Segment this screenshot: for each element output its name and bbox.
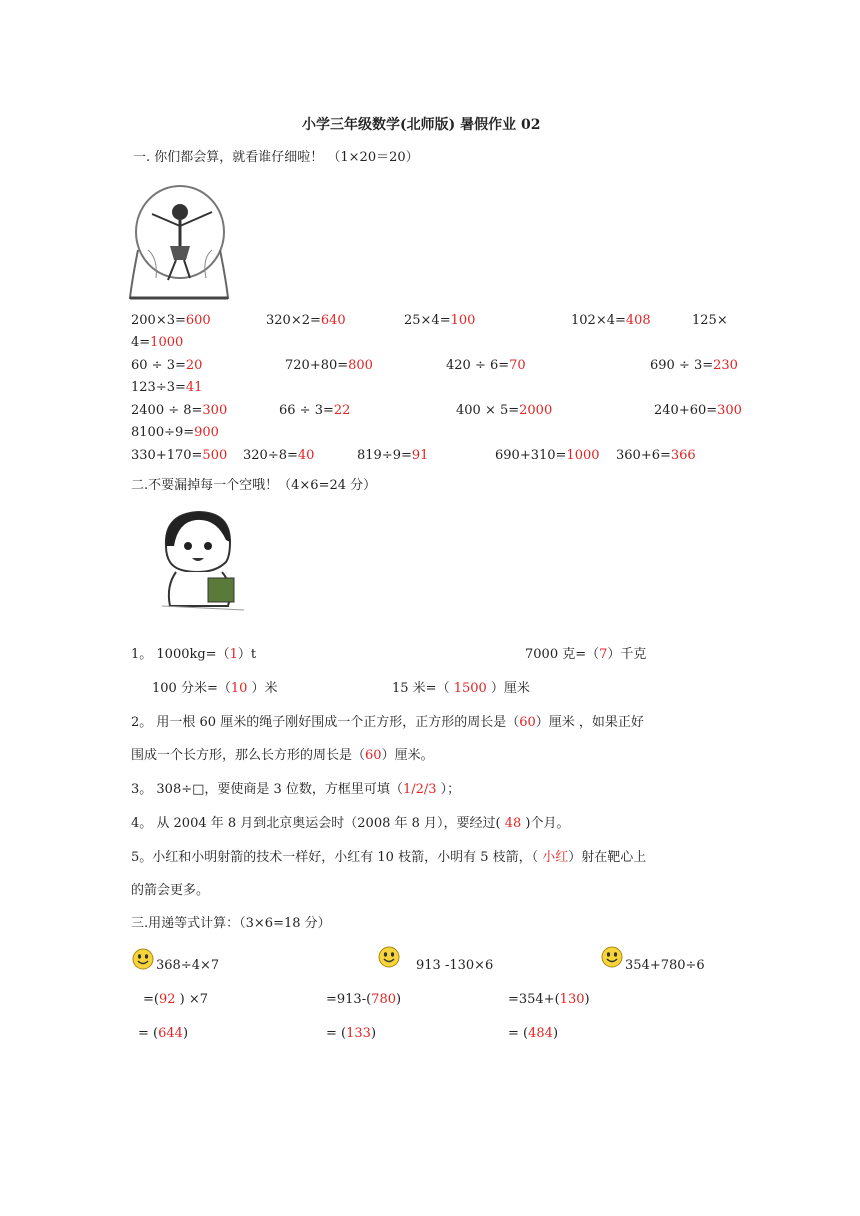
- calc-item: 123÷3=41: [131, 380, 203, 395]
- question-5-line1: 5。小红和小明射箭的技术一样好，小红有 10 枝箭，小明有 5 枝箭，（ 小红）射在靶心上: [131, 850, 647, 865]
- question-1b: 7000 克=（7）千克: [525, 647, 647, 662]
- calc-item: 690+310=1000: [495, 448, 600, 463]
- calc-item: 102×4=408: [571, 313, 651, 328]
- calc-item: 8100÷9=900: [131, 425, 219, 440]
- smiley-icon: [378, 946, 400, 968]
- calc-item: 200×3=600: [131, 313, 211, 328]
- section2-heading: 二.不要漏掉每一个空哦！（4×6=24 分）: [131, 478, 377, 493]
- calc-item: 400 × 5=2000: [456, 403, 553, 418]
- question-1a: 1。 1000kg=（1）t: [131, 647, 257, 662]
- calc-item: 240+60=300: [654, 403, 742, 418]
- question-4: 4。 从 2004 年 8 月到北京奥运会时（2008 年 8 月），要经过( 48 )个月。: [131, 816, 570, 831]
- question-5-line2: 的箭会更多。: [131, 883, 210, 898]
- calc-item: 320×2=640: [266, 313, 346, 328]
- calc-item: 330+170=500: [131, 448, 228, 463]
- problem-1-step1: =(92 ) ×7: [143, 992, 209, 1007]
- section1-heading: 一. 你们都会算，就看谁仔细啦！ （1×20＝20）: [133, 150, 419, 165]
- calc-item: 2400 ÷ 8=300: [131, 403, 228, 418]
- calc-item: 66 ÷ 3=22: [279, 403, 351, 418]
- calc-item: 320÷8=40: [243, 448, 315, 463]
- page-title: 小学三年级数学(北师版) 暑假作业 02: [302, 117, 541, 133]
- smiley-icon: [132, 948, 154, 970]
- problem-2-step1: =913-(780): [326, 992, 402, 1007]
- problem-2-expression: 913 -130×6: [416, 958, 494, 973]
- question-3: 3。 308÷□，要使商是 3 位数，方框里可填（1/2/3 ）；: [131, 782, 461, 797]
- girl-dancing-illustration: [128, 180, 232, 302]
- calc-item: 360+6=366: [616, 448, 696, 463]
- section3-heading: 三.用递等式计算：（3×6=18 分）: [131, 916, 331, 931]
- problem-2-step2: = (133): [326, 1026, 377, 1041]
- problem-3-expression: 354+780÷6: [625, 958, 705, 973]
- calc-item: 819÷9=91: [357, 448, 429, 463]
- question-1d: 15 米=（ 1500 ）厘米: [392, 681, 530, 696]
- calc-item: 25×4=100: [404, 313, 476, 328]
- boy-reading-illustration: [156, 506, 248, 614]
- smiley-icon: [601, 946, 623, 968]
- problem-3-step2: = (484): [508, 1026, 559, 1041]
- calc-item: 125×: [692, 313, 728, 328]
- calc-item: 720+80=800: [285, 358, 373, 373]
- calc-item: 60 ÷ 3=20: [131, 358, 203, 373]
- question-2-line2: 围成一个长方形，那么长方形的周长是（60）厘米。: [131, 748, 434, 763]
- question-2-line1: 2。 用一根 60 厘米的绳子刚好围成一个正方形，正方形的周长是（60）厘米 ，如果正好: [131, 715, 644, 730]
- problem-1-expression: 368÷4×7: [156, 958, 220, 973]
- calc-item: 420 ÷ 6=70: [446, 358, 526, 373]
- problem-1-step2: = (644): [138, 1026, 189, 1041]
- calc-item: 690 ÷ 3=230: [650, 358, 738, 373]
- calc-item-continued: 4=1000: [131, 335, 184, 350]
- problem-3-step1: =354+(130): [508, 992, 590, 1007]
- question-1c: 100 分米=（10 ）米: [152, 681, 278, 696]
